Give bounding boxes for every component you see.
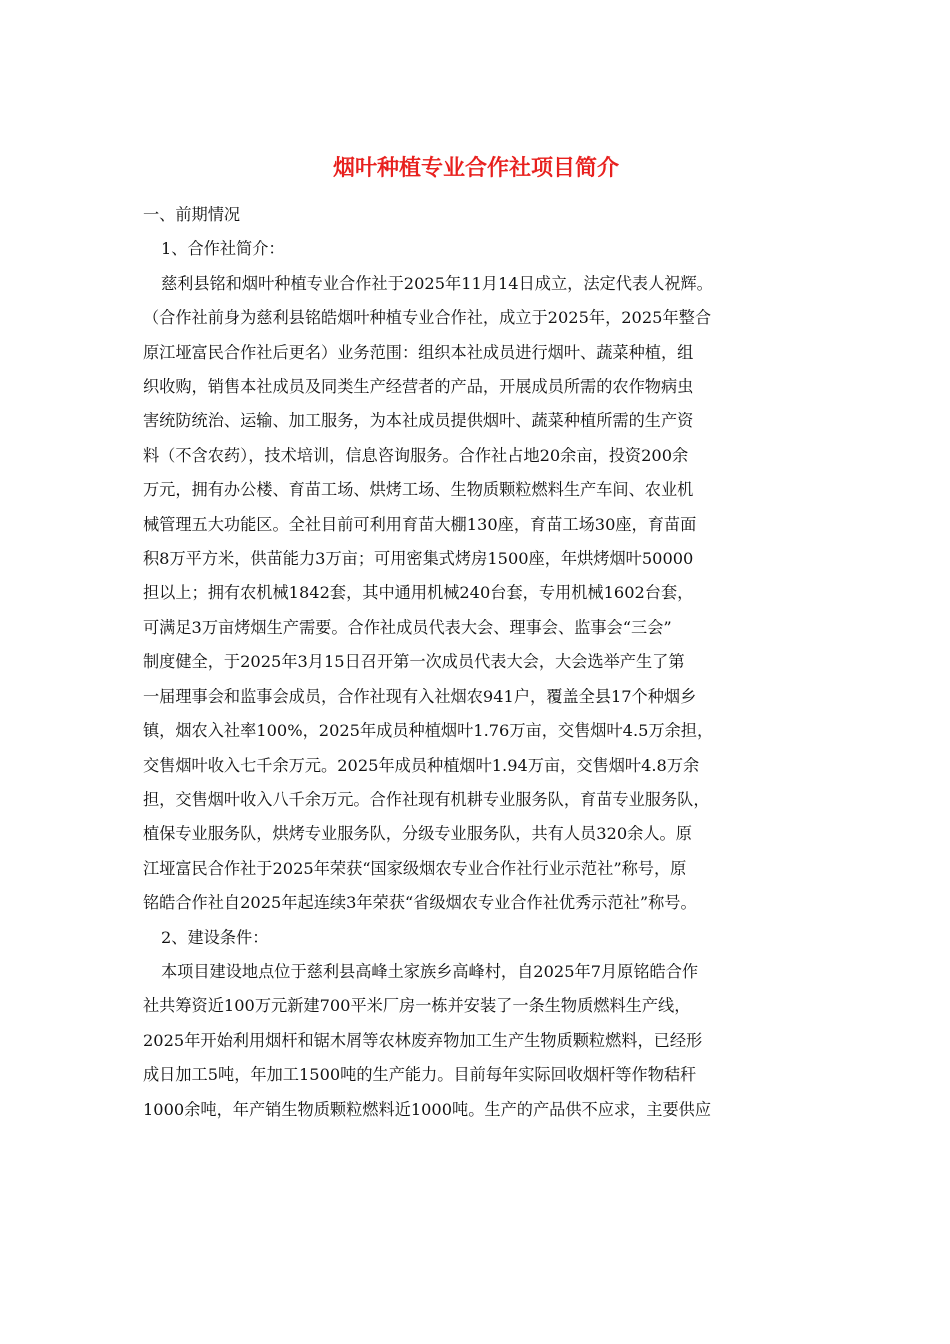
paragraph-line: 原江垭富民合作社后更名）业务范围：组织本社成员进行烟叶、蔬菜种植，组 <box>143 342 694 362</box>
paragraph-line: 交售烟叶收入七千余万元。2025年成员种植烟叶1.94万亩，交售烟叶4.8万余 <box>143 755 700 775</box>
paragraph-line: 2025年开始利用烟杆和锯木屑等农林废弃物加工生产生物质颗粒燃料，已经形 <box>143 1030 703 1050</box>
paragraph-line: （合作社前身为慈利县铭皓烟叶种植专业合作社，成立于2025年，2025年整合 <box>143 308 712 328</box>
document-body <box>143 140 809 1127</box>
paragraph-cooperative-intro <box>143 267 809 921</box>
paragraph-line: 镇，烟农入社率100%，2025年成员种植烟叶1.76万亩，交售烟叶4.5万余担， <box>143 721 714 741</box>
paragraph-line: 织收购，销售本社成员及同类生产经营者的产品，开展成员所需的农作物病虫 <box>143 377 694 397</box>
paragraph-line: 担以上；拥有农机械1842套，其中通用机械240台套，专用机械1602台套， <box>143 583 694 603</box>
paragraph-line: 积8万平方米，供苗能力3万亩；可用密集式烤房1500座，年烘烤烟叶50000 <box>143 549 694 569</box>
paragraph-line: 植保专业服务队，烘烤专业服务队，分级专业服务队，共有人员320余人。原 <box>143 824 692 844</box>
document-title: 烟叶种植专业合作社项目简介 <box>332 155 619 181</box>
subsection-heading-construction-conditions: 2、建设条件： <box>161 927 269 947</box>
paragraph-line: 制度健全，于2025年3月15日召开第一次成员代表大会，大会选举产生了第 <box>143 652 685 672</box>
paragraph-line: 铭皓合作社自2025年起连续3年荣获“省级烟农专业合作社优秀示范社”称号。 <box>143 893 697 913</box>
paragraph-line: 成日加工5吨，年加工1500吨的生产能力。目前每年实际回收烟杆等作物秸秆 <box>143 1065 697 1085</box>
paragraph-line: 械管理五大功能区。全社目前可利用育苗大棚130座，育苗工场30座，育苗面 <box>143 514 697 534</box>
section-heading-prior-situation: 一、前期情况 <box>143 205 241 224</box>
paragraph-line: 江垭富民合作社于2025年荣获“国家级烟农专业合作社行业示范社”称号，原 <box>143 858 687 878</box>
paragraph-line: 社共筹资近100万元新建700平米厂房一栋并安装了一条生物质燃料生产线， <box>143 996 691 1016</box>
paragraph-construction-conditions <box>143 955 809 1127</box>
paragraph-line: 一届理事会和监事会成员，合作社现有入社烟农941户，覆盖全县17个种烟乡 <box>143 686 697 706</box>
paragraph-line: 料（不含农药），技术培训，信息咨询服务。合作社占地20余亩，投资200余 <box>143 445 689 465</box>
paragraph-line: 1000余吨，年产销生物质颗粒燃料近1000吨。生产的产品供不应求，主要供应 <box>143 1099 712 1119</box>
paragraph-line: 万元，拥有办公楼、育苗工场、烘烤工场、生物质颗粒燃料生产车间、农业机 <box>143 480 694 500</box>
paragraph-line: 可满足3万亩烤烟生产需要。合作社成员代表大会、理事会、监事会“三会” <box>143 617 672 637</box>
paragraph-line: 担，交售烟叶收入八千余万元。合作社现有机耕专业服务队，育苗专业服务队， <box>143 789 710 809</box>
paragraph-line: 害统防统治、运输、加工服务，为本社成员提供烟叶、蔬菜种植所需的生产资 <box>143 411 694 431</box>
paragraph-line: 慈利县铭和烟叶种植专业合作社于2025年11月14日成立，法定代表人祝辉。 <box>161 273 713 293</box>
subsection-heading-cooperative-intro: 1、合作社简介： <box>161 239 285 259</box>
paragraph-line: 本项目建设地点位于慈利县高峰土家族乡高峰村，自2025年7月原铭皓合作 <box>161 961 699 981</box>
